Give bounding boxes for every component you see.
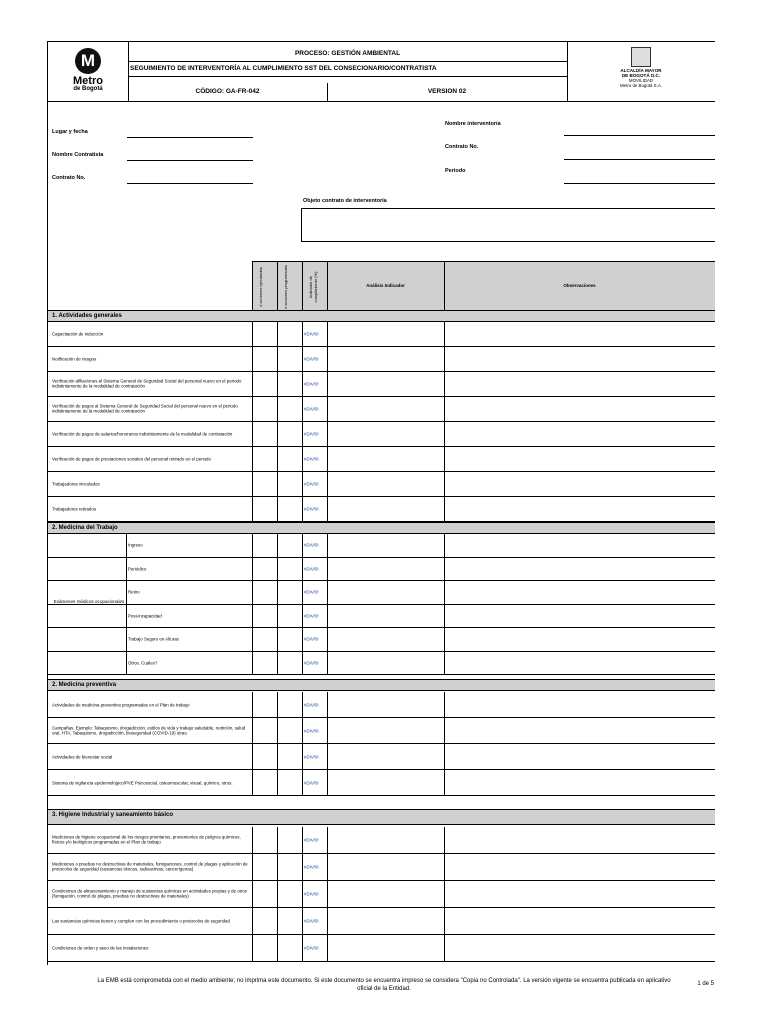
row-label: Condiciones de almacenamiento y manejo de sustancias químicas en actividades propias y de otros (fumigación, control de plagas, pruebas no destructivas de materiales): [52, 888, 248, 899]
table-cell[interactable]: [277, 935, 278, 961]
table-cell[interactable]: [302, 692, 303, 717]
table-row: [48, 605, 715, 629]
table-cell[interactable]: [444, 718, 445, 743]
table-cell[interactable]: [327, 718, 328, 743]
row-label: Campañas. Ejemplo: Tabaquismo, drogadicción, estilos de vida y trabajo saludable, nutrición, salud oral, HTA, Tabaquismo, drogadicción, bioseguridad (COVID-19) otras.: [52, 725, 246, 736]
objeto-label: Objeto contrato de interventoría: [303, 198, 387, 204]
table-cell[interactable]: [252, 854, 253, 880]
section-s2-title: 2. Medicina del Trabajo: [48, 522, 715, 534]
table-cell[interactable]: [327, 422, 328, 446]
indicator-value: #DIV/0!: [304, 481, 319, 487]
table-cell[interactable]: [302, 497, 303, 521]
table-cell[interactable]: [252, 718, 253, 743]
header-analisis: Análisis Indicador: [366, 283, 405, 288]
page-number: 1 de 5: [697, 981, 714, 987]
table-cell[interactable]: [302, 718, 303, 743]
table-cell[interactable]: [302, 881, 303, 907]
table-cell[interactable]: [277, 558, 278, 581]
table-cell[interactable]: [252, 472, 253, 496]
table-cell[interactable]: [252, 534, 253, 557]
table-cell[interactable]: [277, 718, 278, 743]
table-cell[interactable]: [327, 497, 328, 521]
table-cell[interactable]: [277, 881, 278, 907]
indicator-value: #DIV/0!: [304, 456, 319, 462]
table-cell[interactable]: [277, 692, 278, 717]
table-cell[interactable]: [277, 652, 278, 675]
table-cell[interactable]: [302, 422, 303, 446]
table-cell[interactable]: [327, 692, 328, 717]
table-cell[interactable]: [252, 652, 253, 675]
indicator-value: #DIV/0!: [304, 589, 319, 595]
table-cell[interactable]: [302, 558, 303, 581]
table-cell[interactable]: [444, 652, 445, 675]
table-row: [48, 718, 715, 744]
table-cell[interactable]: [327, 472, 328, 496]
row-label: Capacitación de inducción: [52, 331, 104, 337]
crest-line1: ALCALDÍA MAYOR: [620, 68, 662, 73]
header-indicador: Indicador de cumplimiento (%): [308, 271, 318, 303]
table-cell[interactable]: [327, 770, 328, 795]
row-label: Actividades de medicina preventiva programadas en el Plan de trabajo: [52, 701, 190, 707]
table-cell[interactable]: [327, 397, 328, 421]
footer-note: [0, 977, 768, 993]
table-row: [48, 372, 715, 397]
row-label: Mediciones o pruebas no destructivas de materiales, fumigaciones, control de plagas y aplicación de protocolos de seguridad (sustancias tóxicas, radioactivas, cancerígenas): [52, 861, 248, 872]
table-cell[interactable]: [444, 534, 445, 557]
contrato-no-left-field[interactable]: [127, 183, 253, 184]
table-cell[interactable]: [302, 534, 303, 557]
table-cell[interactable]: [277, 854, 278, 880]
table-cell[interactable]: [444, 347, 445, 371]
table-cell[interactable]: [444, 472, 445, 496]
table-row: [48, 628, 715, 652]
table-header: [252, 261, 715, 312]
row-label: Retiro: [128, 589, 140, 595]
table-cell[interactable]: [252, 692, 253, 717]
table-cell[interactable]: [327, 372, 328, 396]
table-cell[interactable]: [302, 908, 303, 934]
row-label: Trabajadores retirados: [52, 506, 97, 512]
table-cell[interactable]: [277, 497, 278, 521]
table-cell[interactable]: [277, 908, 278, 934]
nombre-interventoria-label: Nombre interventoría: [445, 121, 501, 127]
table-row: [48, 422, 715, 447]
table-cell[interactable]: [444, 935, 445, 961]
table-cell[interactable]: [252, 935, 253, 961]
table-cell[interactable]: [277, 447, 278, 471]
footer-line2: oficial de la Entidad.: [357, 986, 411, 992]
contrato-no-left-label: Contrato No.: [52, 175, 86, 181]
table-row: [48, 347, 715, 372]
table-cell[interactable]: [327, 581, 328, 604]
contrato-no-right-label: Contrato No.: [445, 144, 479, 150]
table-row: [48, 770, 715, 796]
row-label: Ingreso: [128, 542, 143, 548]
indicator-value: #DIV/0!: [304, 945, 319, 951]
table-cell[interactable]: [277, 534, 278, 557]
nombre-interventoria-field[interactable]: [564, 135, 715, 136]
table-cell[interactable]: [327, 881, 328, 907]
row-label: Actividades de bienestar social: [52, 753, 113, 759]
row-label: Otros. Cuáles?: [128, 660, 158, 666]
row-label: Las sustancias químicas tienen y cumplen con los procedimiento o protocolos de seguridad: [52, 918, 230, 924]
table-row: [48, 692, 715, 718]
table-row: [48, 827, 715, 854]
alcaldia-logo: [567, 42, 715, 101]
row-label: Notificación de riesgos: [52, 356, 97, 362]
table-cell[interactable]: [252, 322, 253, 346]
table-cell[interactable]: [277, 628, 278, 651]
metro-logo: [48, 42, 128, 101]
table-cell[interactable]: [277, 827, 278, 853]
lugar-fecha-field[interactable]: [127, 137, 253, 138]
row-label: Trabajadores vinculados: [52, 481, 100, 487]
indicator-value: #DIV/0!: [304, 702, 319, 707]
table-cell[interactable]: [277, 744, 278, 769]
row-label: Verificación de pagos al Sistema General de Seguridad Social del personal nuevo en el periodo indistintamente de la modalidad de contratación: [52, 403, 238, 414]
table-row: [48, 652, 715, 676]
table-row: [48, 744, 715, 770]
table-cell[interactable]: [444, 397, 445, 421]
section-s4-title: 3. Higiene Industrial y saneamiento básico: [48, 809, 715, 825]
table-cell[interactable]: [252, 372, 253, 396]
table-row: [48, 581, 715, 605]
table-cell[interactable]: [252, 908, 253, 934]
table-cell[interactable]: [252, 770, 253, 795]
footer-line1: La EMB está comprometida con el medio ambiente; no imprima este documento. Si este documento se encuentra impreso se considera "Copia no Controlada". La versión vigente se encuentra publicada en aplicativo: [97, 978, 671, 984]
section-s3-title: 2. Medicina preventiva: [48, 679, 715, 691]
table-cell[interactable]: [327, 652, 328, 675]
table-cell[interactable]: [444, 770, 445, 795]
crest-line3: MOVILIDAD: [628, 78, 654, 83]
indicator-value: #DIV/0!: [304, 613, 319, 619]
table-cell[interactable]: [444, 322, 445, 346]
table-cell[interactable]: [444, 744, 445, 769]
table-cell[interactable]: [277, 605, 278, 628]
table-cell[interactable]: [252, 581, 253, 604]
table-cell[interactable]: [327, 322, 328, 346]
table-cell[interactable]: [327, 628, 328, 651]
indicator-value: #DIV/0!: [304, 918, 319, 924]
row-label: Verificación de pagos de prestaciones sociales del personal retirado en el periodo: [52, 456, 211, 462]
row-label: Condiciones de orden y aseo de las instalaciones: [52, 945, 149, 951]
table-row: [48, 472, 715, 497]
table-cell[interactable]: [252, 558, 253, 581]
indicator-value: #DIV/0!: [304, 566, 319, 572]
table-cell[interactable]: [444, 605, 445, 628]
table-cell[interactable]: [327, 744, 328, 769]
indicator-value: #DIV/0!: [304, 542, 319, 548]
document-version: VERSION 02: [427, 88, 467, 95]
crest-line2: DE BOGOTÁ D.C.: [621, 73, 661, 78]
indicator-value: #DIV/0!: [304, 506, 319, 512]
table-cell[interactable]: [302, 744, 303, 769]
indicator-value: #DIV/0!: [304, 754, 319, 759]
table-cell[interactable]: [444, 422, 445, 446]
header-ejecutadas: # acciones ejecutadas: [258, 267, 263, 307]
table-cell[interactable]: [444, 692, 445, 717]
table-cell[interactable]: [252, 422, 253, 446]
table-cell[interactable]: [277, 422, 278, 446]
indicator-value: #DIV/0!: [304, 381, 319, 387]
table-cell[interactable]: [327, 827, 328, 853]
table-cell[interactable]: [252, 881, 253, 907]
table-cell[interactable]: [327, 558, 328, 581]
header-observaciones: Observaciones: [563, 283, 596, 288]
table-cell[interactable]: [277, 372, 278, 396]
indicator-value: #DIV/0!: [304, 837, 319, 843]
metro-logo-icon: M: [75, 48, 101, 74]
table-cell[interactable]: [277, 581, 278, 604]
indicator-value: #DIV/0!: [304, 636, 319, 642]
table-cell[interactable]: [444, 447, 445, 471]
table-cell[interactable]: [302, 322, 303, 346]
exams-group-label: Exámenes médicos ocupacionales: [53, 599, 125, 604]
table-cell[interactable]: [327, 854, 328, 880]
row-label: Post-incapacidad: [128, 613, 162, 619]
table-cell[interactable]: [302, 770, 303, 795]
indicator-value: #DIV/0!: [304, 356, 319, 362]
table-cell[interactable]: [252, 827, 253, 853]
table-cell[interactable]: [277, 472, 278, 496]
table-cell[interactable]: [302, 605, 303, 628]
logo-sub: de Bogotá: [73, 86, 103, 92]
periodo-label: Periodo: [445, 168, 466, 174]
table-row: [48, 558, 715, 582]
table-cell[interactable]: [252, 628, 253, 651]
objeto-field[interactable]: [301, 208, 715, 242]
table-row: [48, 322, 715, 347]
form-sheet: [47, 41, 715, 965]
indicator-value: #DIV/0!: [304, 660, 319, 666]
periodo-field[interactable]: [564, 183, 715, 184]
row-label: Mediciones de higiene ocupacional de los riesgos prioritarios, provenientes de peligros químicos, físicos y/o biológicos programadas en el Plan de trabajo: [52, 834, 241, 845]
table-cell[interactable]: [302, 397, 303, 421]
table-cell[interactable]: [302, 372, 303, 396]
table-cell[interactable]: [277, 770, 278, 795]
row-label: Sistema de vigilancia epidemiológico/PVE Psicosocial, osteomuscular, visual, químico, otros.: [52, 779, 233, 785]
table-cell[interactable]: [444, 854, 445, 880]
table-cell[interactable]: [302, 447, 303, 471]
indicator-value: #DIV/0!: [304, 891, 319, 897]
table-cell[interactable]: [252, 497, 253, 521]
lugar-fecha-label: Lugar y fecha: [52, 129, 88, 135]
table-cell[interactable]: [327, 935, 328, 961]
row-label: Verificación afiliaciones al Sistema General de Seguridad Social del personal nuevo en el periodo indistintamente de la modalidad de contratación: [52, 378, 242, 389]
table-cell[interactable]: [327, 534, 328, 557]
table-cell[interactable]: [252, 605, 253, 628]
table-cell[interactable]: [302, 652, 303, 675]
indicator-value: #DIV/0!: [304, 406, 319, 412]
table-row: [48, 854, 715, 881]
table-cell[interactable]: [444, 628, 445, 651]
table-cell[interactable]: [444, 372, 445, 396]
table-cell[interactable]: [327, 347, 328, 371]
nombre-contratista-label: Nombre Contratista: [52, 152, 104, 158]
table-cell[interactable]: [444, 908, 445, 934]
table-cell[interactable]: [302, 854, 303, 880]
crest-line4: Metro de Bogotá S.A.: [620, 83, 662, 88]
row-label: Periódico: [128, 566, 147, 572]
table-cell[interactable]: [302, 347, 303, 371]
table-cell[interactable]: [444, 497, 445, 521]
table-cell[interactable]: [252, 347, 253, 371]
table-row: [48, 908, 715, 935]
table-cell[interactable]: [252, 397, 253, 421]
table-cell[interactable]: [444, 558, 445, 581]
indicator-value: #DIV/0!: [304, 728, 319, 733]
table-cell[interactable]: [277, 397, 278, 421]
table-cell[interactable]: [302, 472, 303, 496]
table-row: [48, 534, 715, 558]
table-row: [48, 935, 715, 962]
indicator-value: #DIV/0!: [304, 780, 319, 785]
table-cell[interactable]: [444, 581, 445, 604]
row-label: Trabajo Seguro en Alturas: [128, 636, 179, 642]
table-cell[interactable]: [327, 908, 328, 934]
row-label: Verificación de pagos de salarios/honorarios indistintamente de la modalidad de contratación: [52, 431, 233, 437]
table-row: [48, 881, 715, 908]
contrato-no-right-field[interactable]: [564, 159, 715, 160]
table-cell[interactable]: [277, 347, 278, 371]
table-cell[interactable]: [277, 322, 278, 346]
bogota-crest-icon: [631, 47, 651, 67]
table-cell[interactable]: [252, 447, 253, 471]
table-cell[interactable]: [444, 827, 445, 853]
header-programadas: # acciones programadas: [283, 265, 288, 309]
table-cell[interactable]: [327, 605, 328, 628]
table-row: [48, 397, 715, 422]
section-s1-title: 1. Actividades generales: [48, 310, 715, 322]
table-row: [48, 497, 715, 522]
table-row: [48, 447, 715, 472]
nombre-contratista-field[interactable]: [127, 160, 253, 161]
indicator-value: #DIV/0!: [304, 431, 319, 437]
process-title: PROCESO: GESTIÓN AMBIENTAL: [294, 50, 401, 57]
indicator-value: #DIV/0!: [304, 331, 319, 337]
table-cell[interactable]: [327, 447, 328, 471]
table-cell[interactable]: [252, 744, 253, 769]
table-cell[interactable]: [302, 581, 303, 604]
document-title: SEGUIMIENTO DE INTERVENTORÍA AL CUMPLIMIENTO SST DEL CONSECIONARIO/CONTRATISTA: [130, 65, 437, 72]
table-cell[interactable]: [302, 827, 303, 853]
table-cell[interactable]: [302, 628, 303, 651]
document-code: CÓDIGO: GA-FR-042: [195, 88, 260, 95]
table-cell[interactable]: [444, 881, 445, 907]
indicator-value: #DIV/0!: [304, 864, 319, 870]
table-cell[interactable]: [302, 935, 303, 961]
logo-name: Metro: [73, 75, 103, 87]
